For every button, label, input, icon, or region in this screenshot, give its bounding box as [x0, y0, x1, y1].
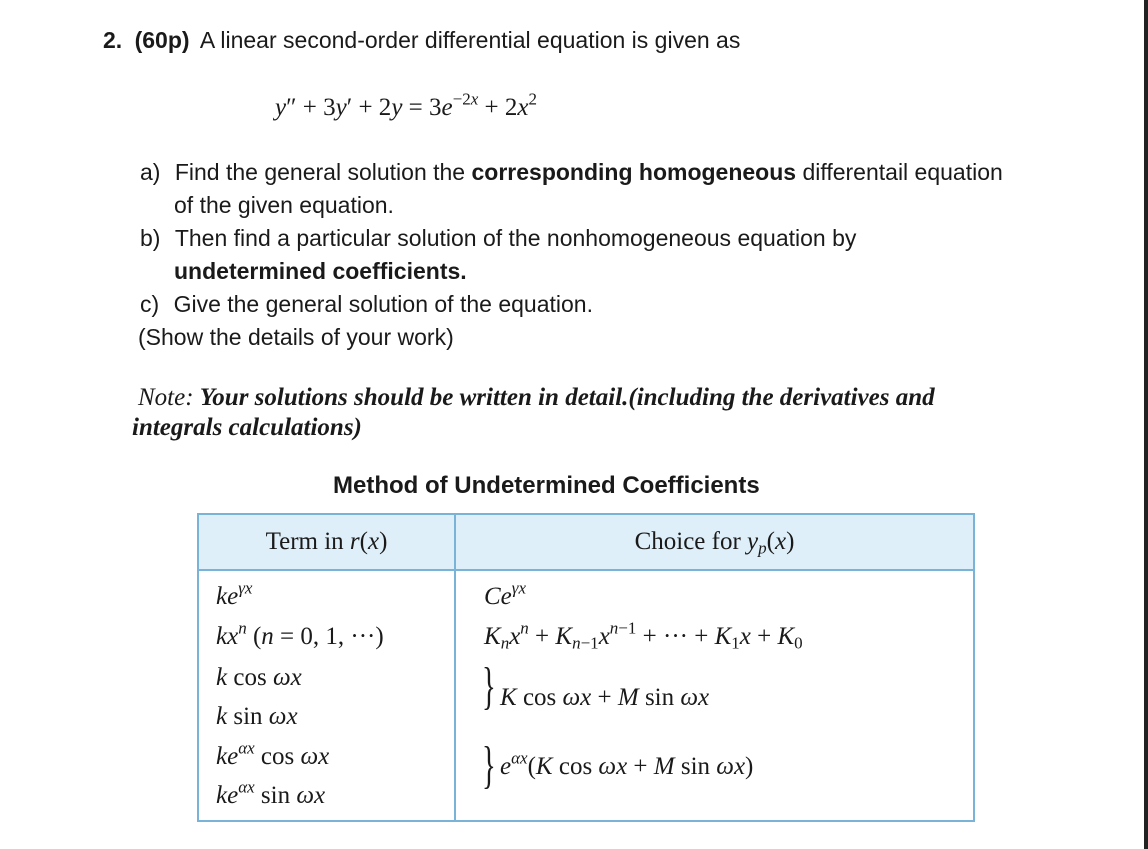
header-choice-math: $y_p$ [747, 528, 767, 558]
show-details: (Show the details of your work) [138, 324, 454, 350]
part-c-label: c) [140, 291, 160, 317]
term-column [198, 570, 455, 821]
coefficients-table [197, 513, 975, 822]
choice-exponential: $Ce^{\gamma x}$ [484, 578, 527, 610]
part-a-text: Find the general solution the [174, 159, 466, 185]
part-c-text: Give the general solution of the equation. [173, 291, 593, 317]
part-a [140, 159, 1003, 186]
choice-trig: K cos ωx + M sin ωx [500, 684, 710, 711]
term-exp-cos: $ke^{\alpha x}$ cos ωx [216, 738, 330, 770]
part-c [140, 291, 593, 318]
part-b-label: b) [140, 225, 161, 251]
term-cos: k cos ωx [216, 664, 302, 691]
page-edge [1144, 0, 1148, 849]
header-choice: Choice for $y_p(x)$ [455, 514, 974, 570]
header-term-math: r [349, 528, 360, 555]
term-power: $kx^n$ (n = 0, 1, ···) [216, 618, 384, 650]
part-a-text-end: differentail equation [802, 159, 1003, 185]
header-term: Term in r(x) [198, 514, 455, 570]
term-sin: k sin ωx [216, 703, 298, 730]
problem-points: (60p) [134, 27, 190, 53]
problem-intro: A linear second-order differential equation is given as [199, 27, 741, 53]
problem-heading [103, 27, 740, 54]
header-choice-text: Choice for [634, 528, 741, 555]
brace-exp-trig: } [482, 737, 496, 794]
part-a-label: a) [140, 159, 161, 185]
part-a-line2: of the given equation. [174, 192, 394, 218]
part-b-emphasis: undetermined coefficients. [174, 258, 467, 284]
part-b [140, 225, 856, 252]
choice-column [455, 570, 974, 821]
header-term-text: Term in [265, 528, 344, 555]
part-b-text: Then find a particular solution of the nonhomogeneous equation by [174, 225, 857, 251]
note-text: Your solutions should be written in detail.(including the derivatives and [199, 384, 935, 411]
table-title: Method of Undetermined Coefficients [333, 472, 760, 499]
brace-trig: } [482, 658, 496, 715]
problem-number: 2. [103, 27, 123, 53]
note-label: Note: [138, 384, 194, 411]
note-line2: integrals calculations) [132, 414, 362, 441]
note-line1 [138, 384, 935, 412]
main-equation: $y'' + 3y' + 2y = 3e^{-2x} + 2x^2$ [275, 89, 537, 121]
term-exponential: $ke^{\gamma x}$ [216, 578, 253, 610]
term-exp-sin: $ke^{\alpha x}$ sin ωx [216, 777, 326, 809]
part-a-emphasis: corresponding homogeneous [471, 159, 797, 185]
choice-exp-trig: $e^{\alpha x}(K$ cos ωx + M sin ωx) [500, 748, 754, 780]
choice-polynomial: $K_nx^n + K_{n-1}x^{n-1}$ + ··· + $K_1x + K_0$ [484, 618, 803, 653]
